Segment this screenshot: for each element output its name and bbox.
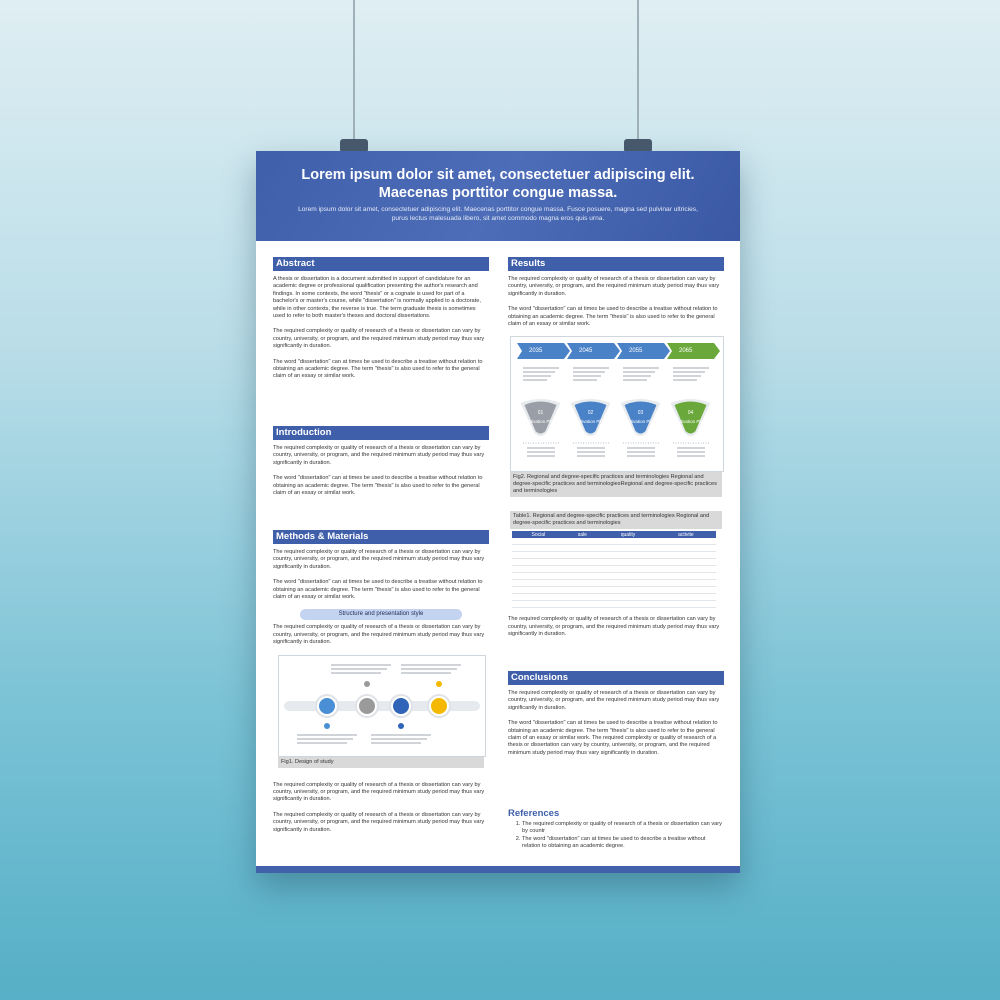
structure-pill-label: Structure and presentation style	[300, 609, 462, 620]
references-list	[508, 821, 724, 851]
table-cell	[512, 566, 565, 573]
timeline-arrow	[667, 343, 720, 359]
table-cell	[565, 545, 600, 552]
table-cell	[565, 601, 600, 608]
timeline-text-line	[573, 379, 597, 381]
table-row	[512, 587, 716, 594]
timeline-text-line	[623, 367, 659, 369]
introduction-heading: Introduction	[273, 426, 489, 440]
abstract-section	[273, 257, 489, 389]
poster	[256, 151, 740, 873]
timeline-diagram	[511, 337, 723, 471]
methods-paragraph-2: The word "dissertation" can at times be used to describe a treatise without relation to obtaining an academic degree. The term "thesis" is also used to refer to the general claim of an essay or similar work.	[273, 579, 483, 601]
hanging-wire-right	[637, 0, 639, 145]
shield-label: Activation Plan	[675, 419, 706, 425]
timeline-text-line	[673, 379, 697, 381]
timeline-year: 2045	[579, 348, 593, 355]
timeline-text-line	[577, 455, 605, 457]
hanging-wire-left	[353, 0, 355, 145]
table-cell	[512, 545, 565, 552]
poster-header	[256, 151, 740, 241]
table-cell	[600, 594, 656, 601]
timeline-text-line	[523, 367, 559, 369]
conclusions-heading: Conclusions	[508, 671, 724, 685]
table-cell	[512, 601, 565, 608]
stage-marker-dot	[398, 723, 404, 729]
timeline-text-line	[673, 375, 701, 377]
timeline-arrow	[617, 343, 670, 359]
methods-paragraph-5: The required complexity or quality of research of a thesis or dissertation can vary by country, university, or program, and the required minimum study period may thus vary significantly in duration.	[273, 811, 485, 833]
shield-number: 02	[587, 410, 594, 417]
timeline-text-line	[673, 371, 705, 373]
table-cell	[512, 573, 565, 580]
introduction-section	[273, 426, 489, 505]
timeline-figure	[510, 336, 724, 472]
abstract-heading: Abstract	[273, 257, 489, 271]
table-cell	[600, 559, 656, 566]
timeline-caption: Fig2. Regional and degree-specific practices and terminologies Regional and degree-specific practices and terminologiesRegional and degree-specific practices and terminologies	[510, 472, 722, 497]
table-cell	[600, 566, 656, 573]
abstract-paragraph-3: The word "dissertation" can at times be used to describe a treatise without relation to obtaining an academic degree. The term "thesis" is also used to refer to the general claim of an essay or similar work.	[273, 358, 483, 380]
conclusions-paragraph-2: The word "dissertation" can at times be used to describe a treatise without relation to obtaining an academic degree. The term "thesis" is also used to refer to the general claim of an essay or similar work. The required complexity or quality of research of a thesis or dissertation can vary by country, university, or program, and the required minimum study period may thus vary significantly in duration.	[508, 720, 718, 756]
table-row	[512, 573, 716, 580]
timeline-text-line	[573, 371, 605, 373]
timeline-year: 2035	[529, 348, 543, 355]
table-cell	[512, 594, 565, 601]
timeline-text-line	[527, 451, 555, 453]
stage-node	[319, 698, 335, 714]
introduction-paragraph-1: The required complexity or quality of research of a thesis or dissertation can vary by country, university, or program, and the required minimum study period may thus vary significantly in duration.	[273, 445, 485, 466]
timeline-text-line	[673, 367, 709, 369]
data-table	[512, 531, 716, 608]
table-cell	[600, 573, 656, 580]
timeline-text-line	[523, 371, 555, 373]
shield-number: 01	[537, 410, 544, 417]
results-paragraph-2: The word "dissertation" can at times be used to describe a treatise without relation to obtaining an academic degree. The term "thesis" is also used to refer to the general claim of an essay or similar work.	[508, 306, 718, 328]
table-cell	[512, 580, 565, 587]
table-cell	[656, 566, 716, 573]
conclusions-paragraph-1: The required complexity or quality of research of a thesis or dissertation can vary by country, university, or program, and the required minimum study period may thus vary significantly in duration.	[508, 690, 720, 711]
table-header-cell: Social	[512, 531, 565, 538]
stage-node	[359, 698, 375, 714]
timeline-text-line	[573, 375, 601, 377]
timeline-text-line	[623, 371, 655, 373]
stage-marker-dot	[324, 723, 330, 729]
timeline-text-line	[627, 447, 655, 449]
methods-section	[273, 530, 489, 842]
methods-paragraph-1: The required complexity or quality of research of a thesis or dissertation can vary by country, university, or program, and the required minimum study period may thus vary significantly in duration.	[273, 549, 485, 570]
table-cell	[600, 587, 656, 594]
table-row	[512, 545, 716, 552]
table-row	[512, 594, 716, 601]
introduction-paragraph-2: The word "dissertation" can at times be used to describe a treatise without relation to obtaining an academic degree. The term "thesis" is also used to refer to the general claim of an essay or similar work.	[273, 475, 483, 497]
table-header-cell: activite	[656, 531, 716, 538]
timeline-text-line	[577, 451, 605, 453]
timeline-text-line	[627, 455, 655, 457]
table-cell	[565, 594, 600, 601]
methods-paragraph-4: The required complexity or quality of research of a thesis or dissertation can vary by country, university, or program, and the required minimum study period may thus vary significantly in duration.	[273, 781, 485, 803]
table-cell	[656, 573, 716, 580]
table-caption: Table1. Regional and degree-specific practices and terminologies Regional and degree-specific practices and terminologies	[510, 511, 722, 529]
stage-node	[431, 698, 447, 714]
shield-label: Activation Plan	[575, 419, 606, 425]
table-row	[512, 566, 716, 573]
shield-number: 03	[637, 410, 644, 417]
timeline-text-line	[623, 375, 651, 377]
table-cell	[600, 580, 656, 587]
abstract-paragraph-1: A thesis or dissertation is a document submitted in support of candidature for an academic degree or professional qualification presenting the author's research and findings. In some contexts, the word "thesis" or a cognate is used for part of a bachelor's or master's course, while "dissertation" is normally applied to a doctorate, while in other contexts, the reverse is true. The term graduate thesis is sometimes used to refer to both master's theses and doctoral dissertations.	[273, 276, 481, 320]
timeline-text-line	[527, 455, 555, 457]
methods-heading: Methods & Materials	[273, 530, 489, 544]
study-design-figure	[278, 655, 486, 757]
shield-label: Activation Plan	[525, 419, 556, 425]
table-cell	[656, 587, 716, 594]
results-heading: Results	[508, 257, 724, 271]
references-heading: References	[508, 808, 560, 819]
table-cell	[565, 566, 600, 573]
results-paragraph-3: The required complexity or quality of research of a thesis or dissertation can vary by country, university, or program, and the required minimum study period may thus vary significantly in duration.	[508, 616, 720, 638]
timeline-year: 2055	[629, 348, 643, 355]
binder-clip-right	[624, 139, 652, 151]
timeline-arrow	[567, 343, 620, 359]
timeline-arrow	[517, 343, 570, 359]
table-cell	[565, 580, 600, 587]
timeline-text-line	[677, 447, 705, 449]
conclusions-section	[508, 671, 724, 765]
reference-item: 2. The word "dissertation" can at times be used to describe a treatise without relation to obtaining an academic degree.	[522, 836, 724, 851]
poster-footer-bar	[256, 866, 740, 873]
references-section	[508, 808, 724, 851]
table-row	[512, 601, 716, 608]
timeline-text-line	[523, 375, 551, 377]
table-row	[512, 552, 716, 559]
timeline-text-line	[527, 447, 555, 449]
poster-title: Lorem ipsum dolor sit amet, consectetuer adipiscing elit. Maecenas porttitor congue massa.	[301, 167, 695, 201]
table-cell	[656, 580, 716, 587]
methods-paragraph-3: The required complexity or quality of research of a thesis or dissertation can vary by country, university, or program, and the required minimum study period may thus vary significantly in duration.	[273, 624, 485, 646]
table-cell	[512, 552, 565, 559]
table-cell	[656, 545, 716, 552]
timeline-text-line	[623, 379, 647, 381]
table-cell	[600, 545, 656, 552]
timeline-year: 2065	[679, 348, 693, 355]
table-cell	[565, 573, 600, 580]
stage-marker-dot	[364, 681, 370, 687]
stage-marker-dot	[436, 681, 442, 687]
study-design-caption: Fig1. Design of study	[278, 757, 484, 768]
timeline-text-line	[627, 451, 655, 453]
reference-item: 1. The required complexity or quality of research of a thesis or dissertation can vary by countr	[522, 821, 724, 836]
study-design-diagram	[279, 656, 485, 756]
timeline-text-line	[523, 379, 547, 381]
table-header-cell: quality	[600, 531, 656, 538]
results-section	[508, 257, 724, 647]
table-cell	[512, 587, 565, 594]
table-cell	[600, 552, 656, 559]
binder-clip-left	[340, 139, 368, 151]
timeline-text-line	[577, 447, 605, 449]
timeline-text-line	[573, 367, 609, 369]
table-row	[512, 580, 716, 587]
abstract-paragraph-2: The required complexity or quality of research of a thesis or dissertation can vary by country, university, or program, and the required minimum study period may thus vary significantly in duration.	[273, 328, 485, 350]
timeline-text-line	[677, 451, 705, 453]
poster-subtitle: Lorem ipsum dolor sit amet, consectetuer adipiscing elit. Maecenas porttitor congue massa. Fusce posuere, magna sed pulvinar ultricies, purus lectus malesuada libero, sit amet commodo magna eros quis urna.	[298, 206, 698, 222]
table-cell	[656, 594, 716, 601]
table-cell	[600, 601, 656, 608]
shield-label: Activation Plan	[625, 419, 656, 425]
table-cell	[656, 601, 716, 608]
stage-node	[393, 698, 409, 714]
shield-number: 04	[687, 410, 694, 417]
table-cell	[656, 559, 716, 566]
table-cell	[565, 587, 600, 594]
table-cell	[512, 559, 565, 566]
table-header-cell: sale	[565, 531, 600, 538]
table-cell	[565, 552, 600, 559]
table-cell	[656, 552, 716, 559]
table-cell	[565, 559, 600, 566]
table-row	[512, 559, 716, 566]
results-paragraph-1: The required complexity or quality of research of a thesis or dissertation can vary by country, university, or program, and the required minimum study period may thus vary significantly in duration.	[508, 276, 720, 297]
timeline-text-line	[677, 455, 705, 457]
